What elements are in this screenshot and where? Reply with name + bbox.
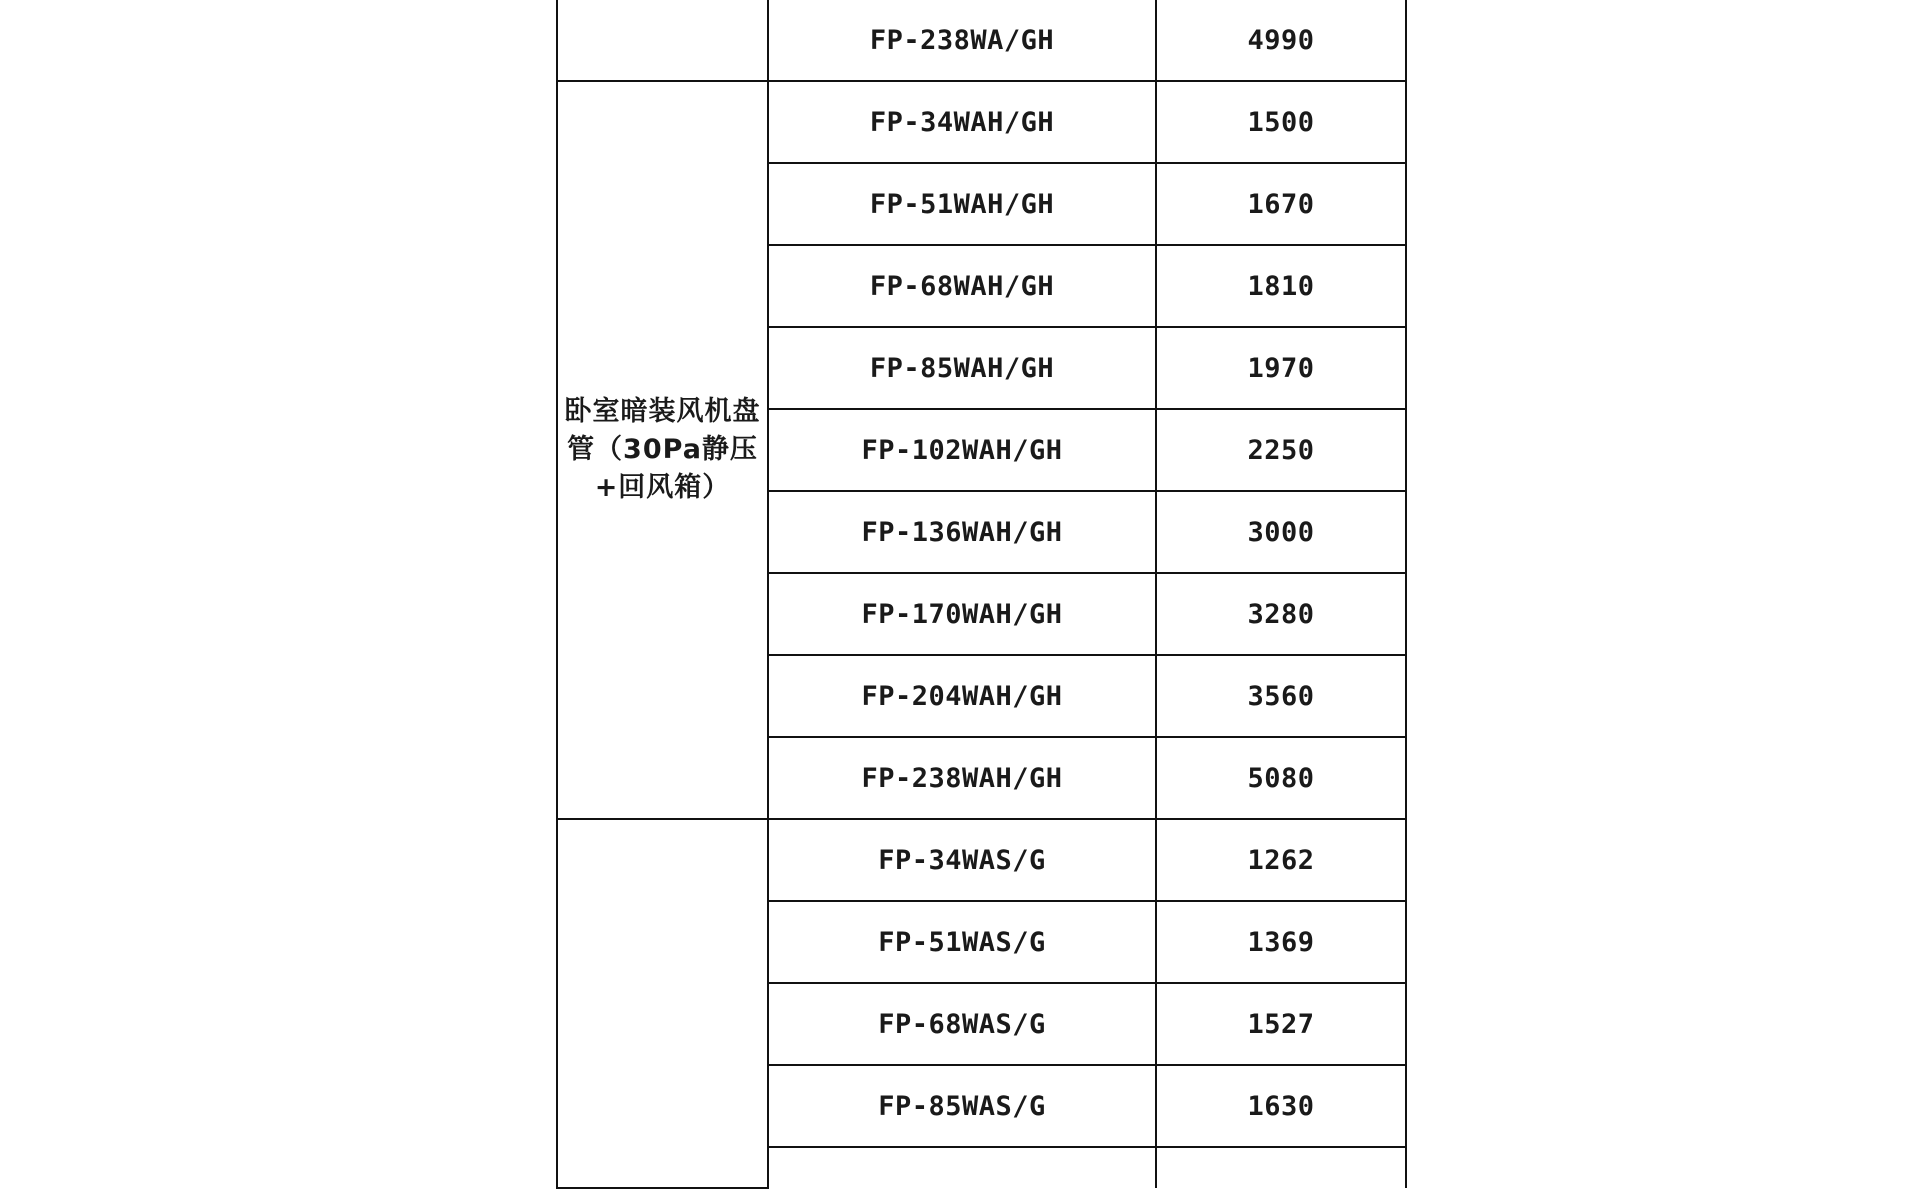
price-cell: 3560 [1156,655,1406,737]
model-cell: FP-136WAH/GH [768,491,1156,573]
category-cell [557,819,768,1188]
model-cell: FP-34WAS/G [768,819,1156,901]
price-cell: 1670 [1156,163,1406,245]
table-row [557,0,1406,81]
price-cell: 5080 [1156,737,1406,819]
category-cell: 卧室暗装风机盘管（30Pa静压+回风箱） [557,81,768,819]
table-row [557,81,1406,163]
model-cell: FP-238WAH/GH [768,737,1156,819]
model-cell: FP-85WAH/GH [768,327,1156,409]
price-cell: 1500 [1156,81,1406,163]
price-cell-empty [1156,1147,1406,1188]
price-cell: 2250 [1156,409,1406,491]
model-cell: FP-204WAH/GH [768,655,1156,737]
category-cell [557,0,768,81]
price-cell: 1810 [1156,245,1406,327]
model-cell: FP-238WA/GH [768,0,1156,81]
price-cell: 1262 [1156,819,1406,901]
model-cell: FP-85WAS/G [768,1065,1156,1147]
price-cell: 1369 [1156,901,1406,983]
price-cell: 3280 [1156,573,1406,655]
model-cell: FP-102WAH/GH [768,409,1156,491]
price-cell: 3000 [1156,491,1406,573]
price-cell: 4990 [1156,0,1406,81]
model-cell: FP-34WAH/GH [768,81,1156,163]
price-cell: 1970 [1156,327,1406,409]
model-cell-empty [768,1147,1156,1188]
model-cell: FP-170WAH/GH [768,573,1156,655]
model-cell: FP-68WAS/G [768,983,1156,1065]
model-cell: FP-68WAH/GH [768,245,1156,327]
model-cell: FP-51WAH/GH [768,163,1156,245]
price-cell: 1527 [1156,983,1406,1065]
price-table [556,0,1407,1189]
table-row [557,819,1406,901]
model-cell: FP-51WAS/G [768,901,1156,983]
price-cell: 1630 [1156,1065,1406,1147]
